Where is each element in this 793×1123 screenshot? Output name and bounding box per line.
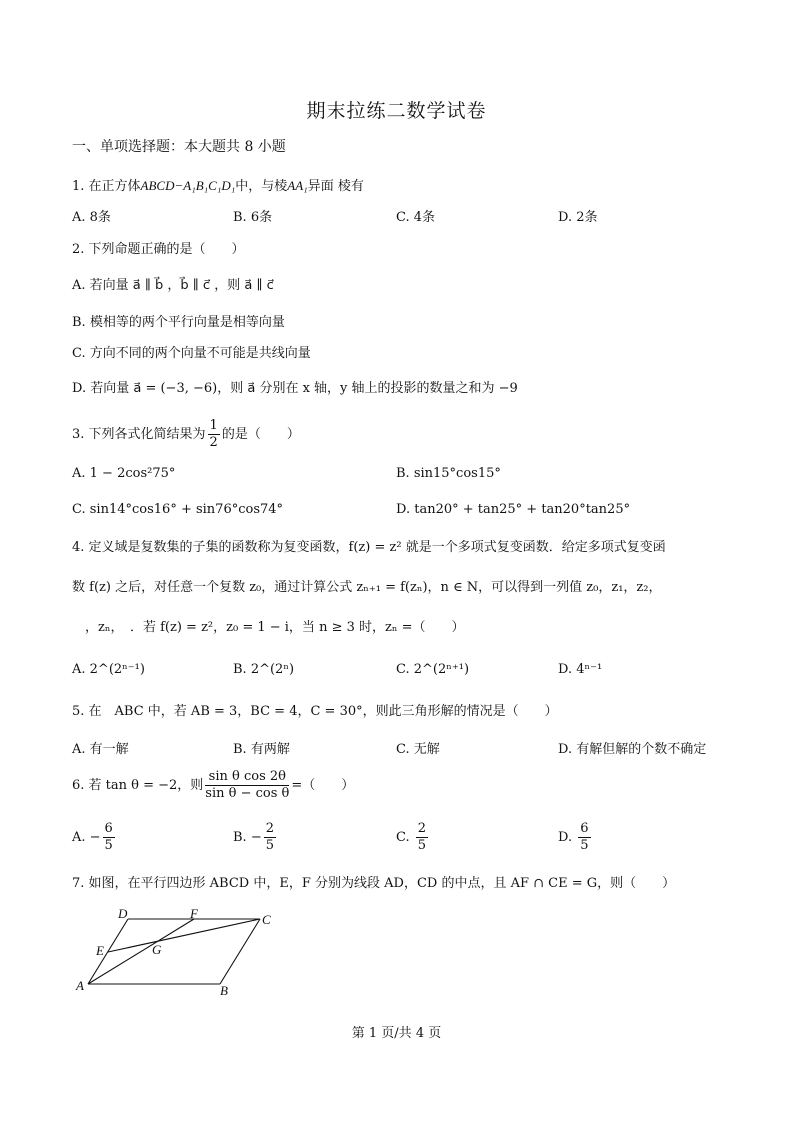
q5-option-b[interactable]: B. 有两解 [233,742,290,757]
q1-option-c[interactable]: C. 4条 [396,210,436,225]
label-c: C [262,912,271,927]
q4-option-a[interactable]: A. 2^(2ⁿ⁻¹) [72,662,145,677]
q1-option-d[interactable]: D. 2条 [558,210,598,225]
q5-option-d[interactable]: D. 有解但解的个数不确定 [558,742,707,757]
q4-option-d[interactable]: D. 4ⁿ⁻¹ [558,662,603,677]
page-title: 期末拉练二数学试卷 [306,100,487,122]
q1-option-a[interactable]: A. 8条 [72,210,111,225]
page-footer: 第 1 页/共 4 页 [351,1026,442,1041]
q3-option-d[interactable]: D. tan20° + tan25° + tan20°tan25° [396,502,631,517]
label-g: G [152,942,162,957]
q1-option-b[interactable]: B. 6条 [233,210,273,225]
cube-name: ABCD−A₁B₁C₁D₁ [140,178,236,193]
edge-bc [220,919,260,984]
label-b: B [220,983,228,998]
fraction-d: $\frac{6}{5}$ [580,821,589,853]
fraction-expression: $\frac{\text{sin θ cos 2θ}}{\text{sin θ − cos θ}}$ [205,769,290,801]
fraction-a: $\frac{6}{5}$ [104,821,113,853]
fraction-one-half: $\frac{1}{2}$ [209,418,218,450]
question-3: 3. 下列各式化简结果为 $\frac{1}{2}$ 的是（ ） [72,418,300,450]
q5-option-c[interactable]: C. 无解 [396,742,440,757]
q6-option-d[interactable]: D. $\frac{6}{5}$ [558,821,589,853]
q2-option-a[interactable]: A. 若向量 a⃗ ∥ b⃗ ，b⃗ ∥ c⃗ ，则 a⃗ ∥ c⃗ [72,278,274,293]
q4-option-c[interactable]: C. 2^(2ⁿ⁺¹) [396,662,470,677]
question-5: 5. 在 ABC 中，若 AB = 3，BC = 4，C = 30°，则此三角形解的情况是（ ） [72,704,558,719]
question-4-line-2: 数 f(z) 之后，对任意一个复数 z₀，通过计算公式 zₙ₊₁ = f(zₙ)，n ∈ N，可以得到一列值 z₀，z₁，z₂， [72,580,662,595]
section-heading: 一、单项选择题：本大题共 8 小题 [72,139,286,155]
question-7: 7. 如图，在平行四边形 ABCD 中，E，F 分别为线段 AD，CD 的中点，且 AF ∩ CE = G，则（ ） [72,876,676,891]
q3-option-c[interactable]: C. sin14°cos16° + sin76°cos74° [72,502,284,517]
q2-option-c[interactable]: C. 方向不同的两个向量不可能是共线向量 [72,346,311,361]
q6-option-a[interactable]: A. − $\frac{6}{5}$ [72,821,113,853]
label-e: E [96,943,104,958]
q2-option-b[interactable]: B. 模相等的两个平行向量是相等向量 [72,315,285,330]
question-4-line-1: 4. 定义域是复数集的子集的函数称为复变函数，f(z) = z² 就是一个多项式复变函数．给定多项式复变函 [72,540,666,555]
q5-option-a[interactable]: A. 有一解 [72,742,129,757]
q3-option-a[interactable]: A. 1 − 2cos²75° [72,466,176,481]
label-a: A [76,978,84,993]
q6-option-b[interactable]: B. − $\frac{2}{5}$ [233,821,274,853]
q4-option-b[interactable]: B. 2^(2ⁿ) [233,662,295,677]
label-f: F [190,906,198,921]
q6-option-c[interactable]: C. $\frac{2}{5}$ [396,821,427,853]
question-4-line-3: ，zₙ， ．若 f(z) = z²，z₀ = 1 − i，当 n ≥ 3 时，zₙ =（ ） [72,620,465,635]
label-d: D [118,906,128,921]
q2-option-d[interactable]: D. 若向量 a⃗ = (−3, −6)，则 a⃗ 分别在 x 轴，y 轴上的投影的数量之和为 −9 [72,381,518,396]
q3-option-b[interactable]: B. sin15°cos15° [396,466,501,481]
question-6: 6. 若 tan θ = −2，则 $\frac{\text{sin θ cos 2θ}}{\text{sin θ − cos θ}}$ =（ ） [72,769,355,801]
fraction-b: $\frac{2}{5}$ [265,821,274,853]
fraction-c: $\frac{2}{5}$ [417,821,427,853]
segment-ce [108,919,260,952]
parallelogram-figure [70,902,280,1002]
question-1: 1. 在正方体ABCD−A₁B₁C₁D₁中，与棱AA₁异面 棱有 [72,178,364,194]
question-2: 2. 下列命题正确的是（ ） [72,242,245,257]
edge-name: AA₁ [287,178,308,193]
